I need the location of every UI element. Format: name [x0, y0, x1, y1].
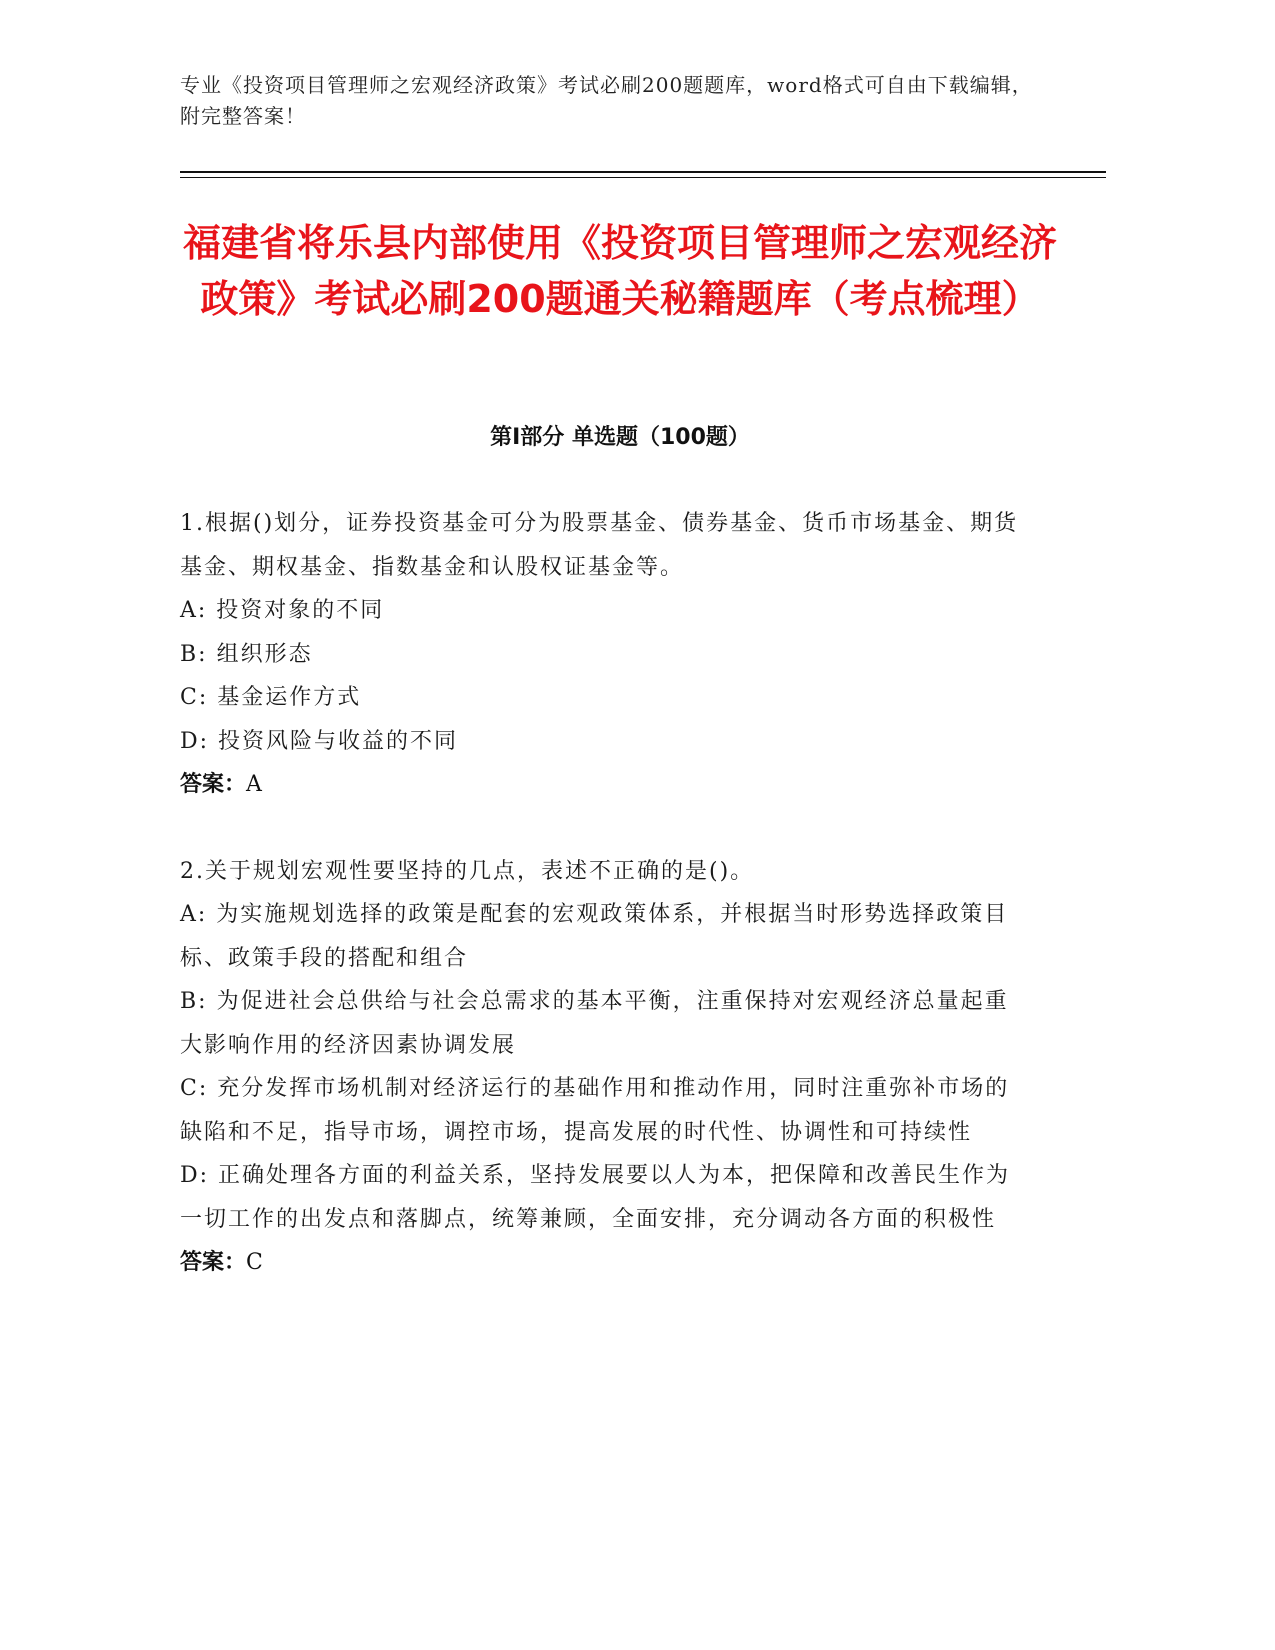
answer-line — [180, 763, 1030, 807]
answer-label: 答案： — [180, 772, 247, 797]
section-heading: 第I部分 单选题（100题） — [490, 425, 750, 450]
answer-value: C — [246, 1250, 263, 1275]
question-item — [180, 850, 1030, 1285]
question-stem: 1.根据()划分，证券投资基金可分为股票基金、债券基金、货币市场基金、期货基金、期权基金、指数基金和认股权证基金等。 — [180, 511, 1019, 580]
header-divider-thick — [180, 171, 1106, 173]
option-c: C: 充分发挥市场机制对经济运行的基础作用和推动作用，同时注重弥补市场的缺陷和不足，指导市场，调控市场，提高发展的时代性、协调性和可持续性 — [180, 1076, 1010, 1145]
option-d: D: 投资风险与收益的不同 — [180, 728, 459, 754]
question-stem: 2.关于规划宏观性要坚持的几点，表述不正确的是()。 — [180, 858, 755, 884]
answer-value: A — [246, 772, 262, 797]
option-d: D: 正确处理各方面的利益关系，坚持发展要以人为本，把保障和改善民生作为一切工作的出发点和落脚点，统筹兼顾，全面安排，充分调动各方面的积极性 — [180, 1163, 1011, 1232]
option-b: B: 为促进社会总供给与社会总需求的基本平衡，注重保持对宏观经济总量起重大影响作用的经济因素协调发展 — [180, 989, 1009, 1058]
question-list — [180, 502, 1030, 1328]
answer-label: 答案： — [180, 1250, 247, 1275]
option-a: A: 投资对象的不同 — [180, 598, 385, 623]
header-divider-thin — [180, 177, 1106, 178]
question-item — [180, 502, 1030, 807]
option-c: C: 基金运作方式 — [180, 685, 362, 710]
document-title: 福建省将乐县内部使用《投资项目管理师之宏观经济政策》考试必刷200题通关秘籍题库（考点梳理） — [182, 221, 1057, 321]
option-a: A: 为实施规划选择的政策是配套的宏观政策体系，并根据当时形势选择政策目标、政策手段的搭配和组合 — [180, 902, 1009, 971]
answer-line — [180, 1241, 1030, 1285]
option-b: B: 组织形态 — [180, 641, 313, 667]
header-note: 专业《投资项目管理师之宏观经济政策》考试必刷200题题库，word格式可自由下载编辑，附完整答案！ — [180, 73, 1033, 128]
